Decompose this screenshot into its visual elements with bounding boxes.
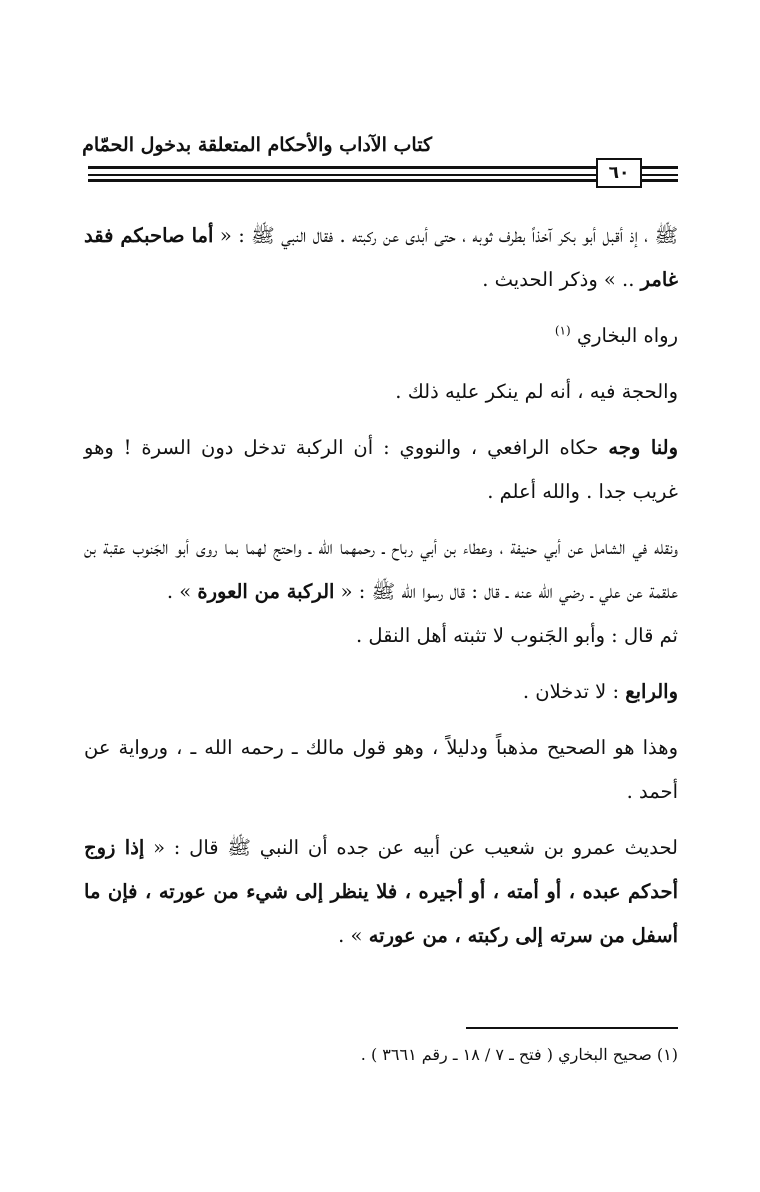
paragraph (84, 370, 678, 414)
page-number: ٦٠ (596, 158, 642, 188)
footnote-marker[interactable]: (١) (554, 323, 571, 338)
paragraph (84, 214, 678, 302)
bold-hadith-quote: أما صاحبكم فقد غامر (84, 224, 678, 291)
header-rule-line (88, 174, 678, 176)
bold-hadith-quote: الركبة من العورة (197, 580, 335, 603)
text-span: ونقله في الشامل عن أبي حنيفة ، وعطاء بن أبي رباح ـ رحمهما الله ـ واحتج لهما بما روى أبو الجَنوب عقبة بن علقمة عن علي ـ رضي الله عنه ـ قال : قال رسوا الله ﷺ : « (84, 536, 678, 603)
text-span: » . (338, 924, 369, 947)
bold-term: ولنا وجه (608, 436, 678, 459)
text-span: .. » وذكر الحديث . (482, 268, 641, 291)
text-span: والحجة فيه ، أنه لم ينكر عليه ذلك . (395, 380, 678, 403)
body-text (84, 214, 678, 970)
text-span: : لا تدخلان . (522, 680, 626, 703)
footnote: (١) صحيح البخاري ( فتح ـ ٧ / ١٨ ـ رقم ٣٦٦١ ) . (360, 1045, 678, 1064)
header-rule-line (88, 166, 678, 169)
paragraph (84, 826, 678, 958)
text-span: رواه البخاري (570, 324, 678, 347)
text-span: وهذا هو الصحيح مذهباً ودليلاً ، وهو قول مالك ـ رحمه الله ـ ، ورواية عن أحمد . (84, 736, 678, 803)
bold-term: والرابع (625, 680, 678, 703)
running-header-title: كتاب الآداب والأحكام المتعلقة بدخول الحمّام (82, 134, 432, 156)
header-rule (88, 158, 678, 188)
paragraph (84, 526, 678, 614)
paragraph (84, 314, 678, 358)
text-span: ثم قال : وأبو الجَنوب لا تثبته أهل النقل . (356, 624, 678, 647)
text-span: حكاه الرافعي ، والنووي : أن الركبة تدخل دون السرة ! وهو غريب جدا . والله أعلم . (84, 436, 678, 503)
paragraph (84, 670, 678, 714)
footnote-separator (466, 1027, 678, 1029)
paragraph (84, 614, 678, 658)
header-rule-line (88, 179, 678, 182)
bold-hadith-quote: إذا زوج أحدكم عبده ، أو أمته ، أو أجيره ، فلا ينظر إلى شيء من عورته ، فإن ما أسفل من سرته إلى ركبته ، من عورته (84, 836, 678, 947)
paragraph (84, 426, 678, 514)
text-span: » . (166, 580, 198, 603)
paragraph (84, 726, 678, 814)
text-span: لحديث عمرو بن شعيب عن أبيه عن جده أن النبي ﷺ قال : « (144, 836, 678, 859)
text-span: ﷺ ، إذ أقبل أبو بكر آخذاً بطرف ثوبه ، حتى أبدى عن ركبته . فقال النبي ﷺ : « (213, 224, 678, 247)
